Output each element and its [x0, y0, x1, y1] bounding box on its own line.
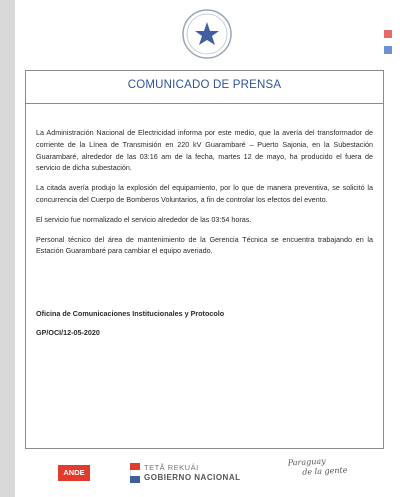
- press-release-body: [36, 127, 373, 265]
- page-title: COMUNICADO DE PRENSA: [127, 79, 282, 91]
- paragraph-2: La citada avería produjo la explosión del equipamiento, por lo que de manera preventiva, se solicitó la concurrencia del Cuerpo de Bomberos Voluntarios, a fin de controlar los efectos del evento.: [36, 183, 373, 204]
- blue-square-mark: [384, 46, 392, 54]
- office-signature: Oficina de Comunicaciones Institucionales y Protocolo: [36, 309, 225, 318]
- paragraph-3: El servicio fue normalizado el servicio alrededor de las 03:54 horas.: [36, 214, 252, 224]
- ande-logo: ANDE: [58, 465, 90, 481]
- frame-header: [26, 71, 383, 104]
- gov-logo-line1: TETÃ REKUÁI: [144, 463, 199, 472]
- red-square-mark: [384, 30, 392, 38]
- slogan-line1: Paraguay: [287, 456, 326, 468]
- gov-logo-line2: GOBIERNO NACIONAL: [144, 473, 241, 482]
- slogan-line2: de la gente: [302, 465, 348, 477]
- flag-icon: [130, 463, 140, 483]
- corner-decoration: [384, 30, 394, 62]
- footer-logos: [0, 455, 400, 497]
- paragraph-4: Personal técnico del área de mantenimiento de la Gerencia Técnica se encuentra trabajando en la Estación Guarambaré para cambiar el equipo averiado.: [36, 234, 373, 256]
- reference-code: GP/OCI/12-05-2020: [36, 328, 100, 337]
- paragraph-1: La Administración Nacional de Electricidad informa por este medio, que la avería del transformador de corriente de la Línea de Transmisión en 220 kV Guarambaré – Puerto Sajonia, en la Subestación Guarambaré, alrededor de las 03:16 am de la fecha, martes 12 de mayo, ha producido el fuera de servicio de dicha subestación.: [36, 128, 373, 173]
- left-edge-strip: [0, 0, 15, 497]
- national-seal-star-icon: [181, 8, 233, 60]
- press-release-frame: [25, 70, 384, 449]
- paraguay-slogan: [288, 455, 348, 478]
